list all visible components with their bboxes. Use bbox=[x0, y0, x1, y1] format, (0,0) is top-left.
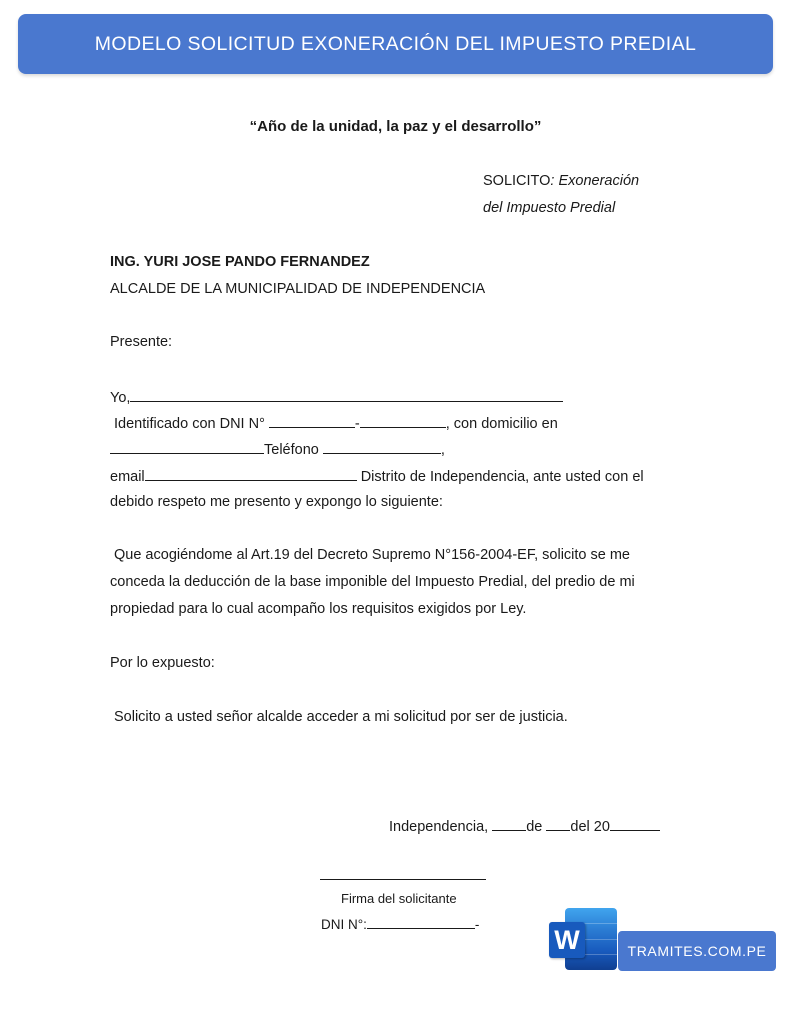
identificado-label: Identificado con DNI N° bbox=[114, 416, 265, 432]
motto: “Año de la unidad, la paz y el desarrollo” bbox=[249, 118, 542, 135]
date-de: de bbox=[526, 819, 543, 835]
telefono-label: Teléfono bbox=[264, 442, 319, 458]
word-icon bbox=[549, 908, 617, 970]
body-line-1: Que acogiéndome al Art.19 del Decreto Supremo N°156-2004-EF, solicito se me bbox=[114, 547, 630, 563]
dni-blank-1[interactable] bbox=[269, 414, 355, 428]
dni-signature-dash: - bbox=[474, 917, 480, 932]
telefono-comma: , bbox=[440, 442, 445, 458]
address-blank[interactable] bbox=[110, 440, 264, 454]
dni-blank-2[interactable] bbox=[360, 414, 446, 428]
dni-signature-blank[interactable] bbox=[367, 916, 475, 929]
site-badge-text: TRAMITES.COM.PE bbox=[627, 943, 767, 959]
recipient-title: ALCALDE DE LA MUNICIPALIDAD DE INDEPENDENCIA bbox=[110, 281, 486, 297]
word-icon-letter: W bbox=[549, 922, 585, 958]
firma-label: Firma del solicitante bbox=[341, 891, 457, 906]
body-line-2: conceda la deducción de la base imponible del Impuesto Predial, del predio de mi bbox=[110, 574, 635, 590]
email-line bbox=[110, 467, 644, 485]
year-blank[interactable] bbox=[610, 817, 660, 831]
site-badge[interactable] bbox=[618, 931, 776, 971]
recipient-name: ING. YURI JOSE PANDO FERNANDEZ bbox=[110, 254, 370, 270]
body-line-3: propiedad para lo cual acompaño los requisitos exigidos por Ley. bbox=[110, 601, 527, 617]
day-blank[interactable] bbox=[492, 817, 526, 831]
banner-title: MODELO SOLICITUD EXONERACIÓN DEL IMPUESTO PREDIAL bbox=[94, 32, 697, 55]
distrito-text: Distrito de Independencia, ante usted con el bbox=[360, 469, 644, 485]
email-label: email bbox=[110, 469, 145, 485]
dni-domicilio-line bbox=[114, 414, 558, 432]
closing-request: Solicito a usted señor alcalde acceder a mi solicitud por ser de justicia. bbox=[114, 709, 568, 725]
dni-dash: - bbox=[354, 416, 360, 432]
email-blank[interactable] bbox=[145, 467, 357, 481]
respeto-line: debido respeto me presento y expongo lo siguiente: bbox=[110, 494, 443, 510]
por-lo-expuesto: Por lo expuesto: bbox=[110, 655, 215, 671]
month-blank[interactable] bbox=[546, 817, 570, 831]
solicito-line bbox=[483, 173, 639, 189]
yo-label: Yo, bbox=[110, 390, 131, 406]
dni-signature-line bbox=[321, 916, 479, 932]
signature-line[interactable] bbox=[320, 879, 486, 880]
yo-line bbox=[110, 388, 563, 406]
solicito-value: : Exoneración bbox=[550, 173, 640, 189]
phone-blank[interactable] bbox=[323, 440, 441, 454]
domicilio-label: , con domicilio en bbox=[445, 416, 558, 432]
solicito-label: SOLICITO bbox=[483, 173, 551, 189]
date-del: del 20 bbox=[570, 819, 610, 835]
date-line bbox=[389, 817, 660, 835]
telefono-line bbox=[110, 440, 445, 458]
dni-signature-label: DNI N°: bbox=[321, 917, 367, 932]
title-banner bbox=[18, 14, 773, 74]
solicito-value-line2: del Impuesto Predial bbox=[483, 200, 616, 216]
name-blank[interactable] bbox=[130, 388, 563, 402]
salutation: Presente: bbox=[110, 334, 173, 350]
date-place: Independencia, bbox=[389, 819, 489, 835]
